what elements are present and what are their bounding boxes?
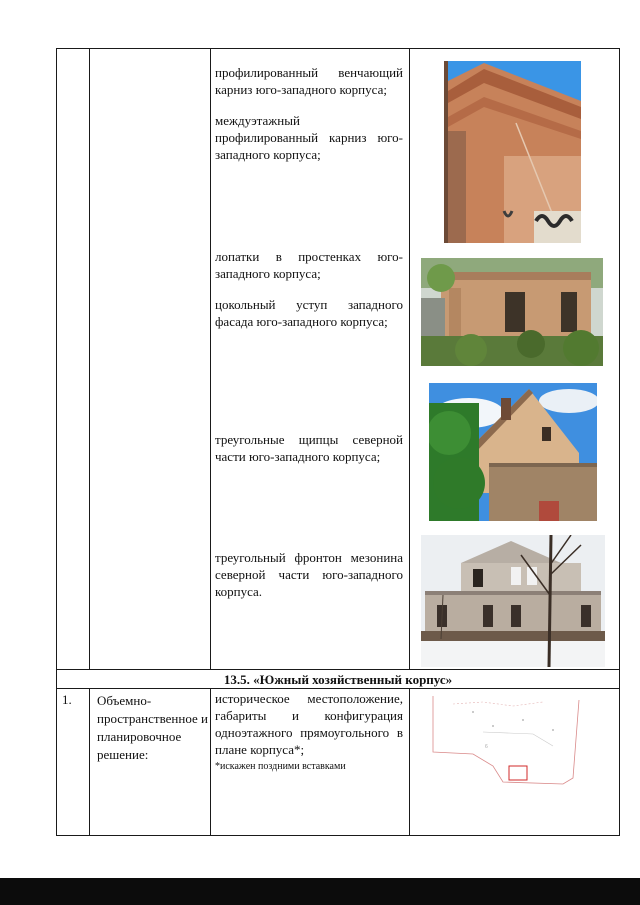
- description-paragraph: междуэтажный профилированный карниз юго-западного корпуса;: [215, 113, 403, 162]
- table-column-divider: [409, 48, 410, 670]
- table-top-border: [56, 48, 620, 49]
- table-right-border: [619, 48, 620, 836]
- gable-photo: [429, 383, 597, 521]
- description-cell: [215, 690, 403, 773]
- description-cell: [215, 248, 403, 344]
- footnote: *искажен поздними вставками: [215, 761, 346, 772]
- ruined-facade-photo: [421, 258, 603, 366]
- mezzanine-pediment-photo: [421, 535, 605, 667]
- table-row-divider: [56, 688, 620, 689]
- table-column-divider: [89, 48, 90, 670]
- site-plan-drawing: [413, 692, 617, 832]
- scan-edge-shadow: [0, 878, 640, 905]
- table-bottom-border: [56, 835, 620, 836]
- table-column-divider: [210, 48, 211, 670]
- description-paragraph: историческое местоположение, габариты и конфигурация одноэтажного прямоугольного в плане корпуса*;: [215, 691, 403, 757]
- description-cell: [215, 64, 403, 177]
- row-label: Объемно-пространственное и планировочное решение:: [97, 693, 208, 762]
- section-title: 13.5. «Южный хозяйственный корпус»: [223, 672, 453, 687]
- description-paragraph: треугольный фронтон мезонина северной части юго-западного корпуса.: [215, 550, 403, 599]
- description-paragraph: лопатки в простенках юго-западного корпуса;: [215, 249, 403, 281]
- svg-text:6: 6: [485, 744, 488, 750]
- description-paragraph: профилированный венчающий карниз юго-западного корпуса;: [215, 65, 403, 97]
- description-cell: [215, 549, 403, 614]
- table-row-divider: [56, 669, 620, 670]
- row-number: 1.: [62, 692, 72, 707]
- description-paragraph: цокольный уступ западного фасада юго-западного корпуса;: [215, 297, 403, 329]
- description-cell: [215, 431, 403, 479]
- table-column-divider: [409, 688, 410, 836]
- table-column-divider: [210, 688, 211, 836]
- description-paragraph: треугольные щипцы северной части юго-западного корпуса;: [215, 432, 403, 464]
- brick-cornice-photo: [444, 61, 581, 243]
- table-left-border: [56, 48, 57, 836]
- table-column-divider: [89, 688, 90, 836]
